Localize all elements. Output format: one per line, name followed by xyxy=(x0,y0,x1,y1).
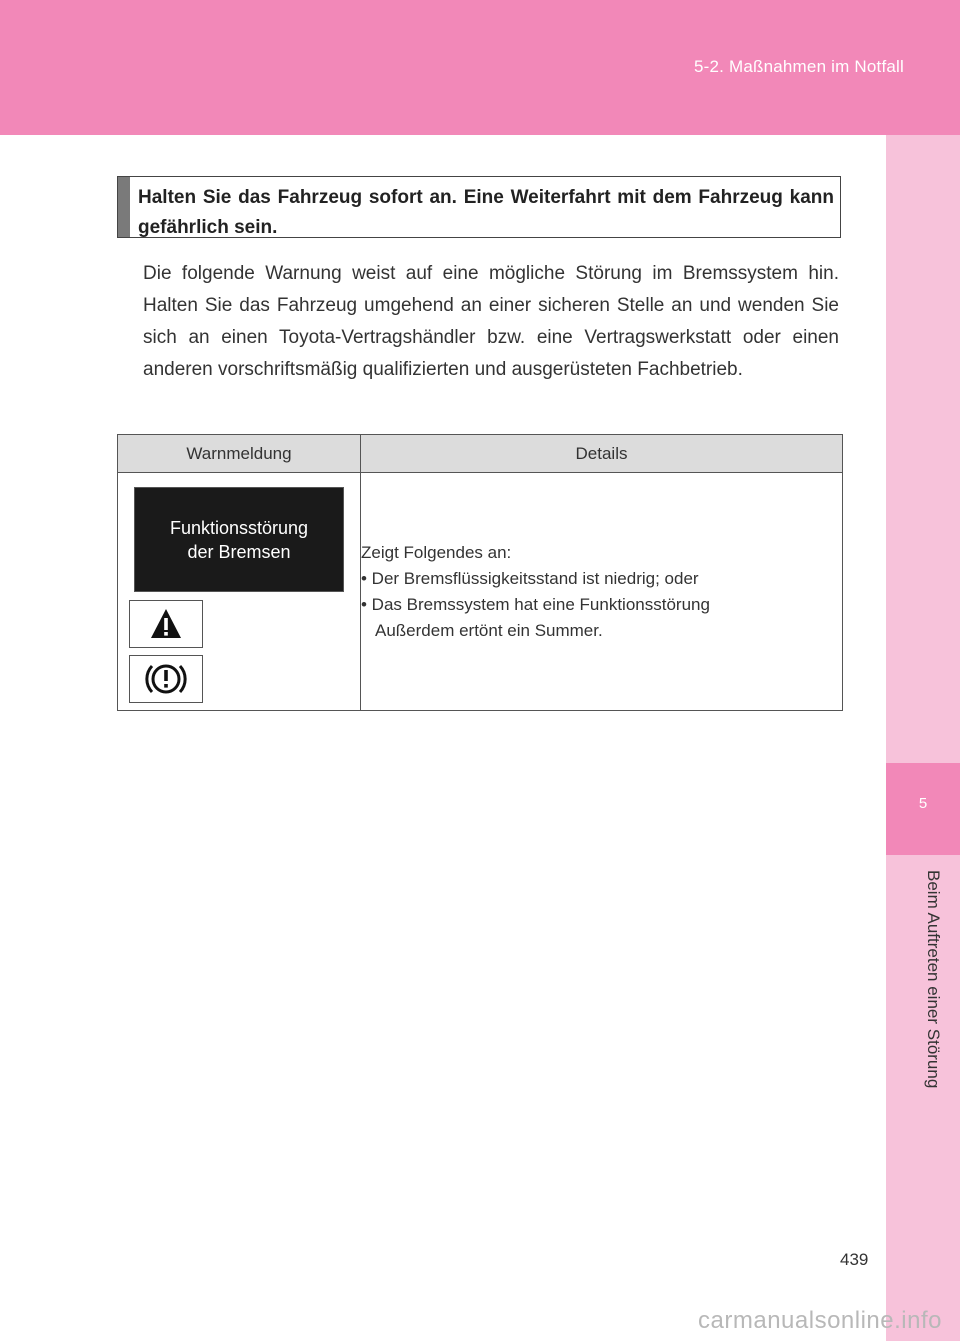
details-continuation: Außerdem ertönt ein Summer. xyxy=(375,620,603,640)
details-cell xyxy=(361,473,843,711)
warning-bar xyxy=(118,177,130,237)
brake-warning-icon xyxy=(129,655,203,703)
body-paragraph: Die folgende Warnung weist auf eine mögliche Störung im Bremssystem hin. Halten Sie das Fahrzeug umgehend an einer sicheren Stelle an und wenden Sie sich an einen Toyota-Vertragshändler bzw. eine Vertragswerkstatt oder einen anderen vorschriftsmäßig qualifizierten und ausgerüsteten Fachbetrieb. xyxy=(143,263,839,380)
side-tab xyxy=(886,135,960,1341)
details-intro: Zeigt Folgendes an: xyxy=(361,542,512,562)
display-message-line1: Funktionsstörung xyxy=(169,517,309,538)
details-item: • Der Bremsflüssigkeitsstand ist niedrig; oder xyxy=(361,568,699,588)
warning-cell xyxy=(118,473,361,711)
display-message xyxy=(134,487,344,592)
warning-box xyxy=(117,176,841,238)
table-header-row xyxy=(118,435,843,473)
column-header-warning: Warnmeldung xyxy=(118,435,361,473)
warning-triangle-icon xyxy=(129,600,203,648)
page-number: 439 xyxy=(840,1250,869,1269)
chapter-title: Beim Auftreten einer Störung xyxy=(924,870,943,1089)
display-message-line2: der Bremsen xyxy=(187,541,291,562)
column-header-details: Details xyxy=(361,435,843,473)
chapter-number: 5 xyxy=(918,795,928,812)
details-item: • Das Bremssystem hat eine Funktionsstörung xyxy=(361,594,710,614)
warning-table xyxy=(117,434,843,711)
warning-text: Halten Sie das Fahrzeug sofort an. Eine Weiterfahrt mit dem Fahrzeug kann gefährlich sein. xyxy=(138,187,834,238)
table-row xyxy=(118,473,843,711)
watermark: carmanualsonline.info xyxy=(698,1307,942,1334)
section-reference: 5-2. Maßnahmen im Notfall xyxy=(693,57,904,76)
